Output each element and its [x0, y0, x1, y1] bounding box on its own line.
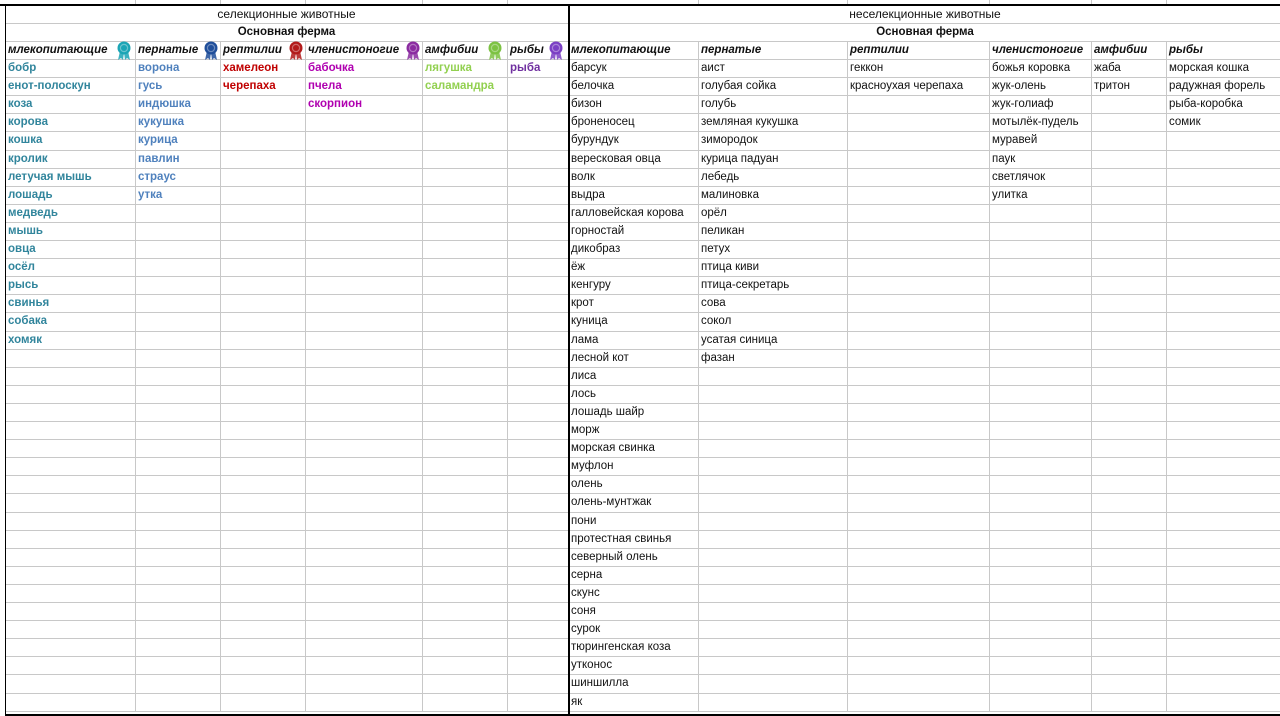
nonselected-mammals-cell[interactable]: бизон — [571, 98, 602, 110]
purple-ribbon-icon — [404, 41, 422, 61]
nonselected-birds-cell[interactable]: малиновка — [701, 189, 759, 201]
col-line — [305, 41, 306, 711]
selected-birds-cell[interactable]: ворона — [138, 62, 180, 74]
selected-mammals-cell[interactable]: коза — [8, 98, 33, 110]
nonselected-mammals-cell[interactable]: як — [571, 696, 583, 708]
selected-mammals-cell[interactable]: свинья — [8, 297, 50, 309]
nonselected-mammals-cell[interactable]: бурундук — [571, 134, 619, 146]
selected-reptiles-cell[interactable]: черепаха — [223, 80, 276, 92]
selected-header-fish[interactable]: рыбы — [510, 44, 544, 56]
selected-birds-cell[interactable]: страус — [138, 171, 176, 183]
col-line — [422, 41, 423, 711]
nonselected-mammals-cell[interactable]: тюрингенская коза — [571, 641, 671, 653]
nonselected-mammals-cell[interactable]: куница — [571, 315, 608, 327]
nonselected-mammals-cell[interactable]: галловейская корова — [571, 207, 684, 219]
nonselected-amphibians-cell[interactable]: жаба — [1094, 62, 1121, 74]
selected-header-amphibians[interactable]: амфибии — [425, 44, 479, 56]
nonselected-header-amphibians[interactable]: амфибии — [1094, 44, 1148, 56]
selected-header-arthropods[interactable]: членистоногие — [308, 44, 400, 56]
selected-mammals-cell[interactable]: собака — [8, 315, 48, 327]
nonselected-birds-cell[interactable]: сова — [701, 297, 726, 309]
col-stub — [305, 0, 306, 4]
nonselected-birds-cell[interactable]: лебедь — [701, 171, 740, 183]
nonselected-fish-cell[interactable]: рыба-коробка — [1169, 98, 1243, 110]
nonselected-birds-cell[interactable]: пеликан — [701, 225, 745, 237]
nonselected-reptiles-cell[interactable]: геккон — [850, 62, 884, 74]
col-stub — [698, 0, 699, 4]
nonselected-mammals-cell[interactable]: сурок — [571, 623, 601, 635]
selected-farm-label[interactable]: Основная ферма — [237, 26, 336, 38]
selected-mammals-cell[interactable]: овца — [8, 243, 36, 255]
nonselected-mammals-cell[interactable]: шиншилла — [571, 677, 629, 689]
nonselected-fish-cell[interactable]: радужная форель — [1169, 80, 1266, 92]
nonselected-mammals-cell[interactable]: олень-мунтжак — [571, 496, 652, 508]
nonselected-mammals-cell[interactable]: пони — [571, 515, 597, 527]
selected-amphibians-cell[interactable]: саламандра — [425, 80, 495, 92]
nonselected-header-reptiles[interactable]: рептилии — [850, 44, 909, 56]
teal-ribbon-icon — [115, 41, 133, 61]
nonselected-reptiles-cell[interactable]: красноухая черепаха — [850, 80, 964, 92]
nonselected-birds-cell[interactable]: сокол — [701, 315, 732, 327]
nonselected-farm-label[interactable]: Основная ферма — [876, 26, 974, 38]
nonselected-mammals-cell[interactable]: крот — [571, 297, 594, 309]
nonselected-birds-cell[interactable]: фазан — [701, 352, 735, 364]
nonselected-arthropods-cell[interactable]: муравей — [992, 134, 1038, 146]
nonselected-arthropods-cell[interactable]: паук — [992, 153, 1016, 165]
selected-reptiles-cell[interactable]: хамелеон — [223, 62, 279, 74]
selected-birds-cell[interactable]: индюшка — [138, 98, 191, 110]
nonselected-section-title[interactable]: неселекционные животные — [849, 7, 1001, 21]
nonselected-mammals-cell[interactable]: морская свинка — [571, 442, 655, 454]
nonselected-birds-cell[interactable]: птица киви — [701, 261, 760, 273]
nonselected-header-birds[interactable]: пернатые — [701, 44, 762, 56]
nonselected-mammals-cell[interactable]: олень — [571, 478, 603, 490]
nonselected-header-mammals[interactable]: млекопитающие — [571, 44, 671, 56]
col-line — [507, 41, 508, 711]
nonselected-mammals-cell[interactable]: дикобраз — [571, 243, 621, 255]
nonselected-birds-cell[interactable]: птица-секретарь — [701, 279, 790, 291]
nonselected-mammals-cell[interactable]: волк — [571, 171, 595, 183]
nonselected-arthropods-cell[interactable]: божья коровка — [992, 62, 1071, 74]
selected-mammals-cell[interactable]: мышь — [8, 225, 43, 237]
col-stub — [847, 0, 848, 4]
selected-arthropods-cell[interactable]: бабочка — [308, 62, 355, 74]
selected-mammals-cell[interactable]: летучая мышь — [8, 171, 92, 183]
violet-ribbon-icon — [547, 41, 565, 61]
col-stub — [1091, 0, 1092, 4]
blue-ribbon-icon — [202, 41, 220, 61]
selected-header-reptiles[interactable]: рептилии — [223, 44, 282, 56]
col-line — [847, 41, 848, 711]
nonselected-mammals-cell[interactable]: ёж — [571, 261, 586, 273]
selected-mammals-cell[interactable]: енот-полоскун — [8, 80, 91, 92]
nonselected-fish-cell[interactable]: морская кошка — [1169, 62, 1250, 74]
nonselected-fish-cell[interactable]: сомик — [1169, 116, 1201, 128]
selected-header-mammals[interactable]: млекопитающие — [8, 44, 108, 56]
selected-arthropods-cell[interactable]: скорпион — [308, 98, 363, 110]
col-stub — [220, 0, 221, 4]
nonselected-mammals-cell[interactable]: северный олень — [571, 551, 658, 563]
nonselected-birds-cell[interactable]: голубь — [701, 98, 737, 110]
selected-arthropods-cell[interactable]: пчела — [308, 80, 342, 92]
nonselected-header-arthropods[interactable]: членистоногие — [992, 44, 1084, 56]
col-stub — [507, 0, 508, 4]
nonselected-mammals-cell[interactable]: вересковая овца — [571, 153, 661, 165]
selected-mammals-cell[interactable]: кошка — [8, 134, 43, 146]
col-stub — [989, 0, 990, 4]
nonselected-mammals-cell[interactable]: протестная свинья — [571, 533, 672, 545]
row-line — [5, 711, 1280, 712]
nonselected-birds-cell[interactable]: земляная кукушка — [701, 116, 799, 128]
nonselected-mammals-cell[interactable]: лось — [571, 388, 596, 400]
nonselected-mammals-cell[interactable]: утконос — [571, 659, 613, 671]
col-line — [1091, 41, 1092, 711]
nonselected-birds-cell[interactable]: голубая сойка — [701, 80, 777, 92]
selected-mammals-cell[interactable]: лошадь — [8, 189, 53, 201]
nonselected-arthropods-cell[interactable]: жук-голиаф — [992, 98, 1054, 110]
nonselected-mammals-cell[interactable]: лама — [571, 334, 599, 346]
nonselected-birds-cell[interactable]: петух — [701, 243, 731, 255]
selected-fish-cell[interactable]: рыба — [510, 62, 541, 74]
nonselected-mammals-cell[interactable]: выдра — [571, 189, 605, 201]
nonselected-mammals-cell[interactable]: лесной кот — [571, 352, 629, 364]
selected-section-title[interactable]: селекционные животные — [217, 7, 356, 21]
selected-birds-cell[interactable]: гусь — [138, 80, 163, 92]
nonselected-mammals-cell[interactable]: скунс — [571, 587, 600, 599]
col-stub — [422, 0, 423, 4]
selected-birds-cell[interactable]: курица — [138, 134, 178, 146]
nonselected-mammals-cell[interactable]: барсук — [571, 62, 607, 74]
nonselected-birds-cell[interactable]: зимородок — [701, 134, 758, 146]
nonselected-mammals-cell[interactable]: муфлон — [571, 460, 614, 472]
nonselected-mammals-cell[interactable]: серна — [571, 569, 603, 581]
selected-mammals-cell[interactable]: корова — [8, 116, 48, 128]
col-line — [1166, 41, 1167, 711]
nonselected-arthropods-cell[interactable]: улитка — [992, 189, 1028, 201]
selected-mammals-cell[interactable]: бобр — [8, 62, 37, 74]
nonselected-header-fish[interactable]: рыбы — [1169, 44, 1203, 56]
red-ribbon-icon — [287, 41, 305, 61]
selected-birds-cell[interactable]: павлин — [138, 153, 180, 165]
col-stub — [1166, 0, 1167, 4]
green-ribbon-icon — [486, 41, 504, 61]
nonselected-mammals-cell[interactable]: броненосец — [571, 116, 635, 128]
selected-amphibians-cell[interactable]: лягушка — [425, 62, 472, 74]
nonselected-mammals-cell[interactable]: соня — [571, 605, 596, 617]
nonselected-arthropods-cell[interactable]: жук-олень — [992, 80, 1047, 92]
selected-mammals-cell[interactable]: кролик — [8, 153, 48, 165]
selected-birds-cell[interactable]: утка — [138, 189, 163, 201]
nonselected-birds-cell[interactable]: курица падуан — [701, 153, 779, 165]
nonselected-mammals-cell[interactable]: белочка — [571, 80, 615, 92]
nonselected-arthropods-cell[interactable]: мотылёк-пудель — [992, 116, 1079, 128]
selected-mammals-cell[interactable]: рысь — [8, 279, 39, 291]
nonselected-arthropods-cell[interactable]: светлячок — [992, 171, 1046, 183]
nonselected-birds-cell[interactable]: орёл — [701, 207, 727, 219]
nonselected-mammals-cell[interactable]: горностай — [571, 225, 625, 237]
nonselected-mammals-cell[interactable]: лиса — [571, 370, 597, 382]
nonselected-amphibians-cell[interactable]: тритон — [1094, 80, 1130, 92]
selected-mammals-cell[interactable]: хомяк — [8, 334, 42, 346]
nonselected-birds-cell[interactable]: усатая синица — [701, 334, 778, 346]
nonselected-mammals-cell[interactable]: лошадь шайр — [571, 406, 645, 418]
selected-mammals-cell[interactable]: осёл — [8, 261, 35, 273]
selected-mammals-cell[interactable]: медведь — [8, 207, 58, 219]
col-stub — [135, 0, 136, 4]
col-line — [220, 41, 221, 711]
nonselected-mammals-cell[interactable]: морж — [571, 424, 600, 436]
selected-header-birds[interactable]: пернатые — [138, 44, 199, 56]
nonselected-mammals-cell[interactable]: кенгуру — [571, 279, 611, 291]
nonselected-birds-cell[interactable]: аист — [701, 62, 725, 74]
selected-birds-cell[interactable]: кукушка — [138, 116, 185, 128]
